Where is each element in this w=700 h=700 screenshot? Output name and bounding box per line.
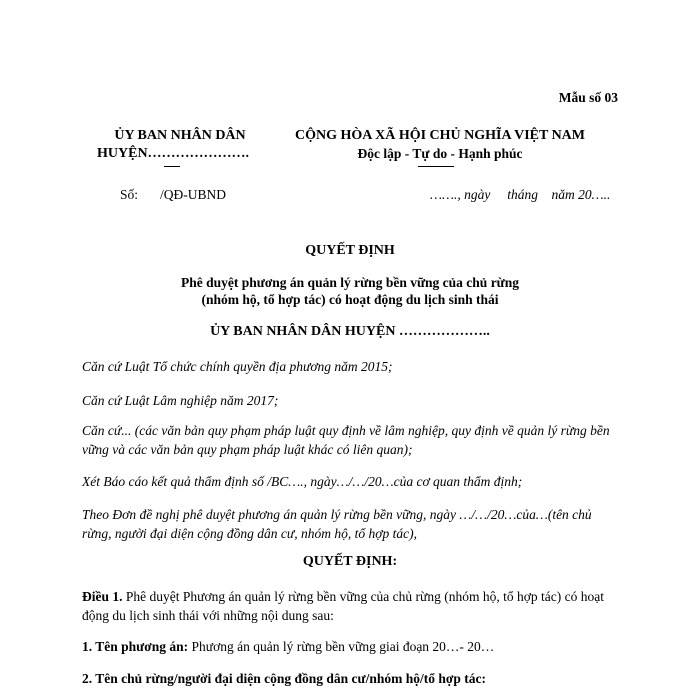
subtitle-line2: (nhóm hộ, tổ hợp tác) có hoạt động du lịch sinh thái [201, 292, 499, 307]
preamble-4: Xét Báo cáo kết quả thẩm định số /BC…., ngày…/…/20…của cơ quan thẩm định; [82, 474, 523, 489]
article-1 [82, 587, 622, 625]
doc-number-code: /QĐ-UBND [160, 187, 226, 202]
district-name: HUYỆN…………………. [97, 146, 250, 161]
preamble-1: Căn cứ Luật Tổ chức chính quyền địa phương năm 2015; [82, 359, 393, 374]
left-header-divider [164, 166, 180, 167]
item-1-text: Phương án quản lý rừng bền vững giai đoạn 20…- 20… [188, 639, 495, 654]
doc-number-label: Số: [120, 187, 139, 202]
issuing-authority: ỦY BAN NHÂN DÂN [114, 128, 246, 143]
national-motto: Độc lập - Tự do - Hạnh phúc [357, 146, 523, 161]
national-title: CỘNG HÒA XÃ HỘI CHỦ NGHĨA VIỆT NAM [294, 128, 585, 143]
preamble-5: Theo Đơn đề nghị phê duyệt phương án quản lý rừng bền vững, ngày …/…/20…của…(tên chủ rừng, người đại diện cộng đồng dân cư, nhóm hộ, tổ hợp tác), [82, 507, 592, 541]
subtitle-line1: Phê duyệt phương án quản lý rừng bền vững của chủ rừng [180, 275, 520, 290]
preamble-2: Căn cứ Luật Lâm nghiệp năm 2017; [82, 393, 279, 408]
item-1-label: 1. Tên phương án: [82, 639, 189, 654]
article-1-label: Điều 1. [82, 589, 123, 604]
preamble-3: Căn cứ... (các văn bản quy phạm pháp luật quy định về lâm nghiệp, quy định về quản lý rừng bền vững và các văn bản quy phạm pháp luật khác có liên quan); [82, 423, 610, 457]
authority-heading: ỦY BAN NHÂN DÂN HUYỆN ……………….. [210, 324, 490, 339]
item-1 [82, 637, 622, 656]
article-1-text: Phê duyệt Phương án quản lý rừng bền vững của chủ rừng (nhóm hộ, tổ hợp tác) có hoạt động du lịch sinh thái với những nội dung sau: [82, 589, 604, 623]
form-number: Mẫu số 03 [558, 90, 618, 105]
right-header-divider [418, 166, 454, 167]
decision-heading: QUYẾT ĐỊNH: [302, 554, 398, 569]
document-title: QUYẾT ĐỊNH [305, 243, 395, 258]
date-line: ……., ngày tháng năm 20….. [430, 187, 611, 202]
item-2: 2. Tên chủ rừng/người đại diện cộng đồng dân cư/nhóm hộ/tổ hợp tác: [82, 671, 486, 686]
